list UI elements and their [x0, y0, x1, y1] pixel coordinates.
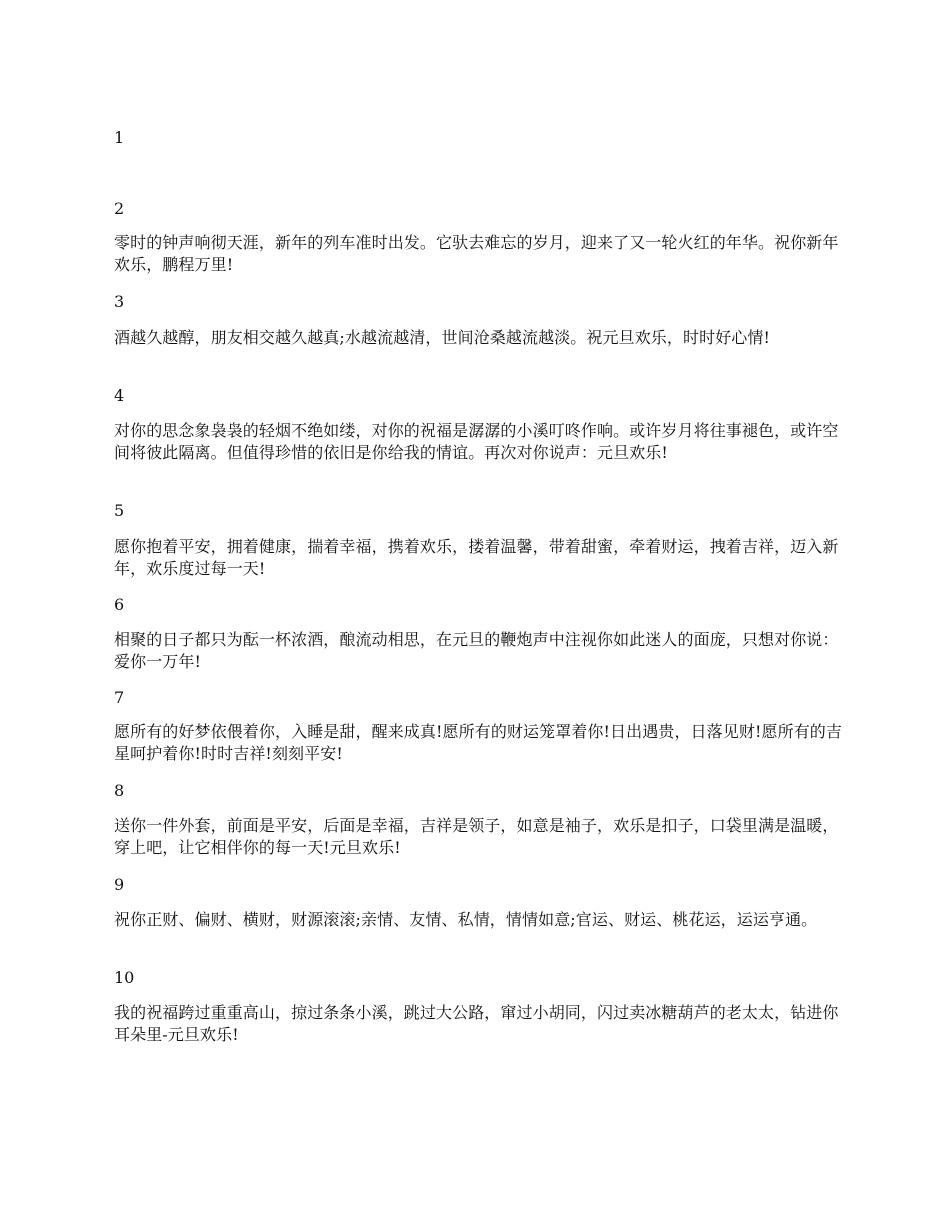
item-number-8: 8: [114, 781, 125, 800]
item-text-4: 对你的思念象袅袅的轻烟不绝如缕，对你的祝福是潺潺的小溪叮咚作响。或许岁月将往事褪色，或许空间将彼此隔离。但值得珍惜的依旧是你给我的情谊。再次对你说声：元旦欢乐!: [114, 421, 839, 462]
item-number-9: 9: [114, 875, 125, 894]
item-text-6: 相聚的日子都只为酝一杯浓酒，酿流动相思，在元旦的鞭炮声中注视你如此迷人的面庞，只想对你说：爱你一万年!: [114, 630, 839, 671]
item-text-5: 愿你抱着平安，拥着健康，揣着幸福，携着欢乐，搂着温馨，带着甜蜜，牵着财运，拽着吉祥，迈入新年，欢乐度过每一天!: [114, 537, 839, 578]
item-text-10: 我的祝福跨过重重高山，掠过条条小溪，跳过大公路，窜过小胡同，闪过卖冰糖葫芦的老太太，钻进你耳朵里-元旦欢乐!: [114, 1003, 839, 1044]
item-text-9: 祝你正财、偏财、横财，财源滚滚;亲情、友情、私情，情情如意;官运、财运、桃花运，运运亨通。: [114, 910, 818, 929]
item-number-1: 1: [114, 128, 125, 147]
item-number-7: 7: [114, 688, 125, 707]
item-number-4: 4: [114, 386, 125, 405]
item-text-3: 酒越久越醇，朋友相交越久越真;水越流越清，世间沧桑越流越淡。祝元旦欢乐，时时好心情!: [114, 328, 771, 347]
item-text-7: 愿所有的好梦依偎着你，入睡是甜，醒来成真!愿所有的财运笼罩着你!日出遇贵，日落见财!愿所有的吉星呵护着你!时时吉祥!刻刻平安!: [114, 722, 842, 763]
item-text-2: 零时的钟声响彻天涯，新年的列车准时出发。它驮去难忘的岁月，迎来了又一轮火红的年华。祝你新年欢乐，鹏程万里!: [114, 233, 839, 274]
item-number-10: 10: [114, 968, 135, 987]
item-number-5: 5: [114, 501, 125, 520]
item-number-3: 3: [114, 292, 125, 311]
item-number-6: 6: [114, 595, 125, 614]
item-text-8: 送你一件外套，前面是平安，后面是幸福，吉祥是领子，如意是袖子，欢乐是扣子，口袋里满是温暖，穿上吧，让它相伴你的每一天!元旦欢乐!: [114, 816, 839, 857]
item-number-2: 2: [114, 199, 125, 218]
